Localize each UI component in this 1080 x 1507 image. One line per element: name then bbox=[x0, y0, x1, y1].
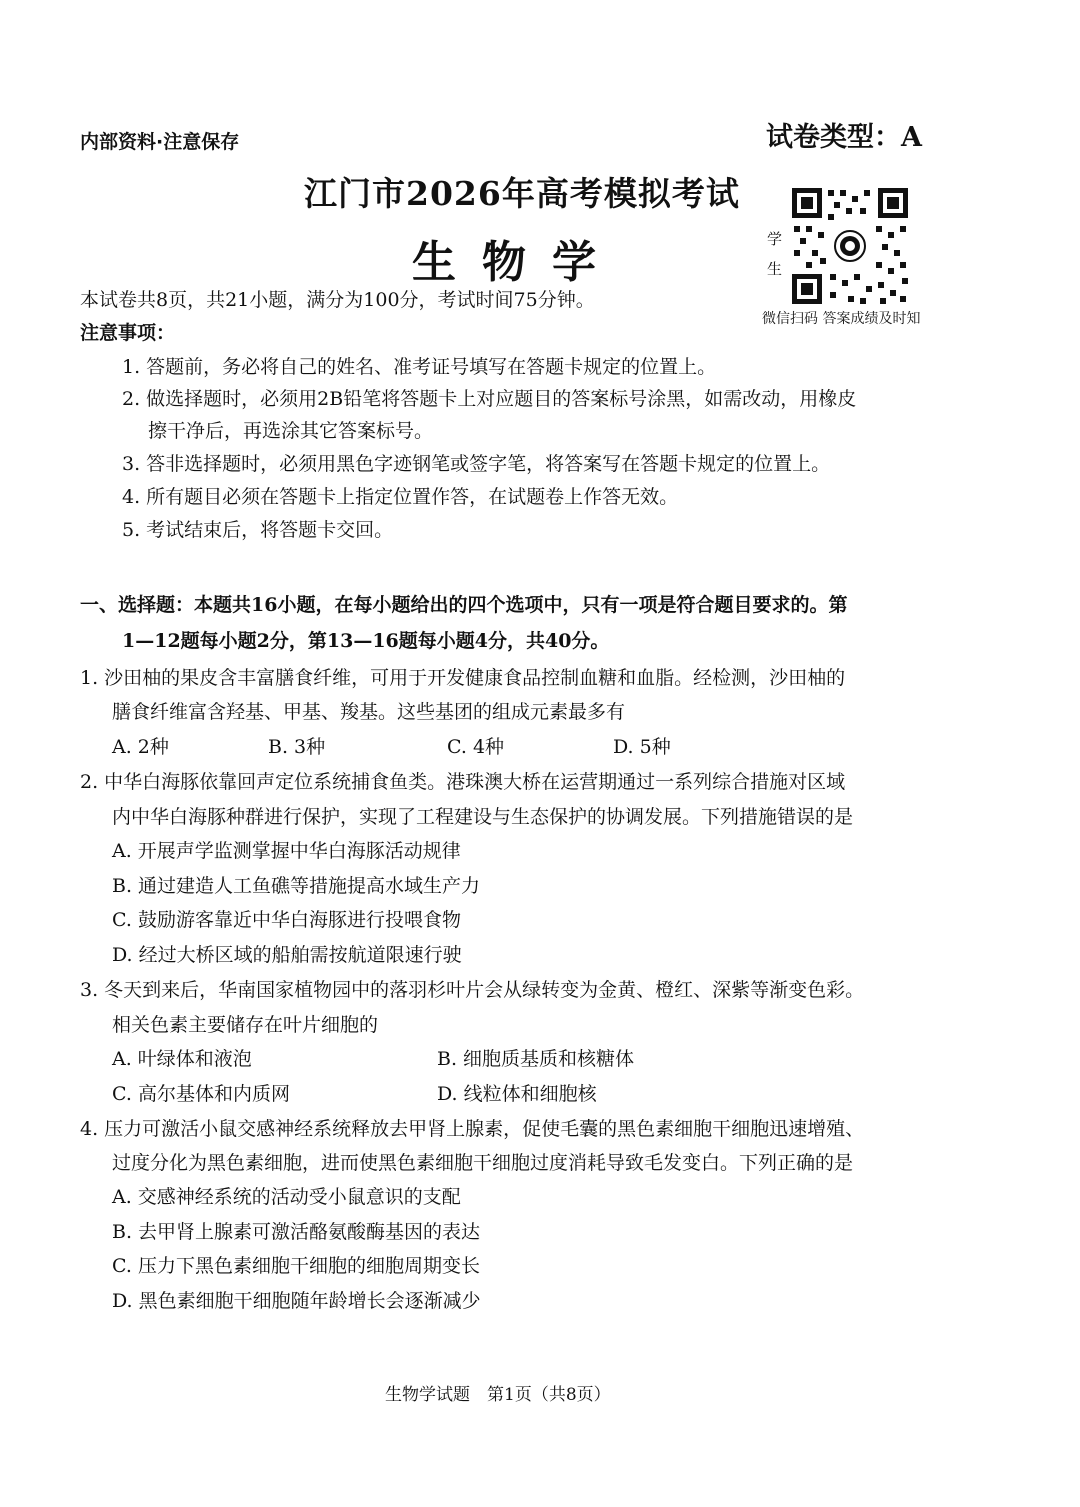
question-4-stem-cont: 过度分化为黑色素细胞，进而使黑色素细胞干细胞过度消耗导致毛发变白。下列正确的是 bbox=[112, 1152, 854, 1174]
notice-item-5: 5. 考试结束后，将答题卡交回。 bbox=[122, 519, 394, 541]
question-3-option-d: D. 线粒体和细胞核 bbox=[437, 1083, 597, 1105]
qr-side-label-2: 生 bbox=[767, 260, 783, 278]
question-1-stem: 1. 沙田柚的果皮含丰富膳食纤维，可用于开发健康食品控制血糖和血脂。经检测，沙田柚的 bbox=[80, 667, 846, 689]
question-2-option-d: D. 经过大桥区域的船舶需按航道限速行驶 bbox=[112, 944, 462, 966]
question-1-option-a: A. 2种 bbox=[112, 736, 169, 758]
notice-item-4: 4. 所有题目必须在答题卡上指定位置作答，在试题卷上作答无效。 bbox=[122, 486, 679, 508]
question-3-stem: 3. 冬天到来后，华南国家植物园中的落羽杉叶片会从绿转变为金黄、橙红、深紫等渐变色彩。 bbox=[80, 979, 865, 1001]
question-4-option-a: A. 交感神经系统的活动受小鼠意识的支配 bbox=[112, 1186, 461, 1208]
notice-item-1: 1. 答题前，务必将自己的姓名、准考证号填写在答题卡规定的位置上。 bbox=[122, 356, 717, 378]
exam-title: 江门市2026年高考模拟考试 bbox=[304, 174, 740, 213]
section-heading: 一、选择题：本题共16小题，在每小题给出的四个选项中，只有一项是符合题目要求的。第 bbox=[80, 594, 848, 616]
qr-caption: 微信扫码 答案成绩及时知 bbox=[762, 311, 921, 327]
question-1-option-d: D. 5种 bbox=[613, 736, 671, 758]
question-4-option-d: D. 黑色素细胞干细胞随年龄增长会逐渐减少 bbox=[112, 1290, 481, 1312]
question-2-stem-cont: 内中华白海豚种群进行保护，实现了工程建设与生态保护的协调发展。下列措施错误的是 bbox=[112, 806, 854, 828]
question-1-option-b: B. 3种 bbox=[268, 736, 326, 758]
subject-title: 生物学 bbox=[412, 237, 622, 288]
question-2-stem: 2. 中华白海豚依靠回声定位系统捕食鱼类。港珠澳大桥在运营期通过一系列综合措施对区域 bbox=[80, 771, 846, 793]
notice-title: 注意事项： bbox=[80, 322, 176, 344]
question-2-option-a: A. 开展声学监测掌握中华白海豚活动规律 bbox=[112, 840, 461, 862]
question-4-stem: 4. 压力可激活小鼠交感神经系统释放去甲肾上腺素，促使毛囊的黑色素细胞干细胞迅速增殖、 bbox=[80, 1118, 865, 1140]
notice-item-2-cont: 擦干净后，再选涂其它答案标号。 bbox=[148, 420, 434, 442]
question-1-stem-cont: 膳食纤维富含羟基、甲基、羧基。这些基团的组成元素最多有 bbox=[112, 701, 626, 723]
notice-item-3: 3. 答非选择题时，必须用黑色字迹钢笔或签字笔，将答案写在答题卡规定的位置上。 bbox=[122, 453, 831, 475]
qr-code-icon[interactable] bbox=[790, 186, 910, 306]
exam-info: 本试卷共8页，共21小题，满分为100分，考试时间75分钟。 bbox=[80, 289, 595, 311]
question-2-option-c: C. 鼓励游客靠近中华白海豚进行投喂食物 bbox=[112, 909, 461, 931]
question-3-stem-cont: 相关色素主要储存在叶片细胞的 bbox=[112, 1014, 379, 1036]
confidential-label: 内部资料·注意保存 bbox=[80, 131, 240, 153]
question-3-option-b: B. 细胞质基质和核糖体 bbox=[437, 1048, 635, 1070]
question-2-option-b: B. 通过建造人工鱼礁等措施提高水域生产力 bbox=[112, 875, 481, 897]
question-4-option-b: B. 去甲肾上腺素可激活酪氨酸酶基因的表达 bbox=[112, 1221, 481, 1243]
question-3-option-a: A. 叶绿体和液泡 bbox=[112, 1048, 252, 1070]
question-4-option-c: C. 压力下黑色素细胞干细胞的细胞周期变长 bbox=[112, 1255, 480, 1277]
page-footer: 生物学试题 第1页（共8页） bbox=[385, 1385, 611, 1405]
qr-side-label-1: 学 bbox=[767, 230, 783, 248]
question-1-option-c: C. 4种 bbox=[447, 736, 505, 758]
paper-type-label: 试卷类型：A bbox=[766, 122, 922, 153]
section-heading-cont: 1—12题每小题2分，第13—16题每小题4分，共40分。 bbox=[122, 630, 610, 652]
question-3-option-c: C. 高尔基体和内质网 bbox=[112, 1083, 290, 1105]
notice-item-2: 2. 做选择题时，必须用2B铅笔将答题卡上对应题目的答案标号涂黑，如需改动，用橡皮 bbox=[122, 388, 857, 410]
